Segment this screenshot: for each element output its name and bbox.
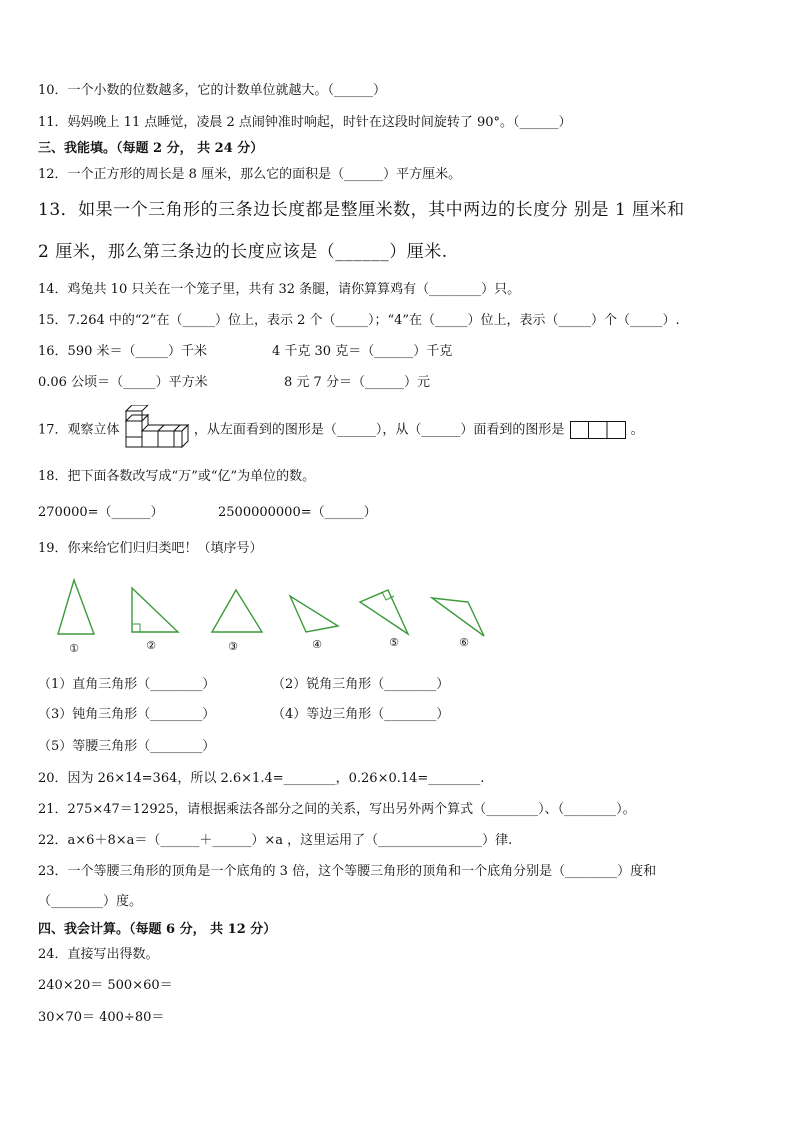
triangle-1 <box>58 580 94 634</box>
triangle-3 <box>212 590 262 632</box>
triangle-6 <box>432 598 484 636</box>
question-20: 20．因为 26×14=364，所以 2.6×1.4=________，0.26×0.14=________. <box>38 771 485 786</box>
question-17-end: 。 <box>630 422 644 438</box>
section-4-heading: 四、我会计算。（每题 6 分， 共 12 分） <box>38 922 277 937</box>
question-23-line1: 23．一个等腰三角形的顶角是一个底角的 3 倍，这个等腰三角形的顶角和一个底角分别是（________）度和 <box>38 864 657 879</box>
triangle-label-3: ③ <box>228 640 238 653</box>
question-19-5: （5）等腰三角形（________） <box>38 739 216 754</box>
cube-stack-icon <box>124 405 190 449</box>
triangle-label-5: ⑤ <box>389 636 399 649</box>
question-14: 14．鸡兔共 10 只关在一个笼子里，共有 32 条腿，请你算算鸡有（________）只。 <box>38 282 521 297</box>
calc-row-1: 240×20＝ 500×60＝ <box>38 978 173 993</box>
triangles-figure <box>50 576 500 658</box>
question-18-b: 2500000000=（______） <box>218 505 377 520</box>
question-17-prefix: 17．观察立体 <box>38 422 120 438</box>
question-21: 21．275×47＝12925，请根据乘法各部分之间的关系，写出另外两个算式（________）、（________）。 <box>38 802 636 817</box>
question-17-text: ，从左面看到的图形是（______），从（______）面看到的图形是 <box>193 422 565 438</box>
question-16-a: 16．590 米＝（_____）千米 <box>38 344 207 359</box>
question-19-1: （1）直角三角形（________） <box>38 677 216 692</box>
question-16-b: 4 千克 30 克＝（______）千克 <box>272 344 453 359</box>
calc-row-2: 30×70＝ 400÷80＝ <box>38 1010 165 1025</box>
question-16-c: 0.06 公顷＝（_____）平方米 <box>38 375 208 390</box>
question-22: 22．a×6＋8×a＝（______＋______）×a ，这里运用了（________________）律. <box>38 833 513 848</box>
question-19: 19．你来给它们归归类吧！（填序号） <box>38 541 263 556</box>
question-13-line1: 13．如果一个三角形的三条边长度都是整厘米数，其中两边的长度分 别是 1 厘米和 <box>38 200 685 220</box>
triangle-label-1: ① <box>69 642 79 655</box>
question-19-4: （4）等边三角形（________） <box>272 707 450 722</box>
question-19-2: （2）锐角三角形（________） <box>272 677 450 692</box>
question-15: 15．7.264 中的“2”在（_____）位上，表示 2 个（_____）；“4”在（_____）位上，表示（_____）个（_____）. <box>38 313 680 328</box>
question-18: 18．把下面各数改写成“万”或“亿”为单位的数。 <box>38 469 316 484</box>
question-24: 24．直接写出得数。 <box>38 947 159 962</box>
question-11: 11．妈妈晚上 11 点睡觉，凌晨 2 点闹钟准时响起，时针在这段时间旋转了 90°。（______） <box>38 115 572 130</box>
triangle-label-6: ⑥ <box>459 636 469 649</box>
question-16-d: 8 元 7 分＝（______）元 <box>284 375 430 390</box>
triangle-label-4: ④ <box>312 638 322 651</box>
section-3-heading: 三、我能填。（每题 2 分， 共 24 分） <box>38 141 264 156</box>
triangle-2 <box>132 588 178 632</box>
question-10: 10．一个小数的位数越多，它的计数单位就越大。（______） <box>38 83 387 98</box>
question-19-3: （3）钝角三角形（________） <box>38 707 216 722</box>
question-17 <box>38 421 644 440</box>
question-23-line2: （________）度。 <box>38 894 143 909</box>
triangle-label-2: ② <box>146 639 156 652</box>
question-13-line2: 2 厘米，那么第三条边的长度应该是（______）厘米. <box>38 242 448 262</box>
three-square-view-icon <box>570 421 626 439</box>
question-12: 12．一个正方形的周长是 8 厘米，那么它的面积是（______）平方厘米。 <box>38 167 462 182</box>
question-18-a: 270000=（______） <box>38 505 164 520</box>
triangle-4 <box>290 596 338 632</box>
